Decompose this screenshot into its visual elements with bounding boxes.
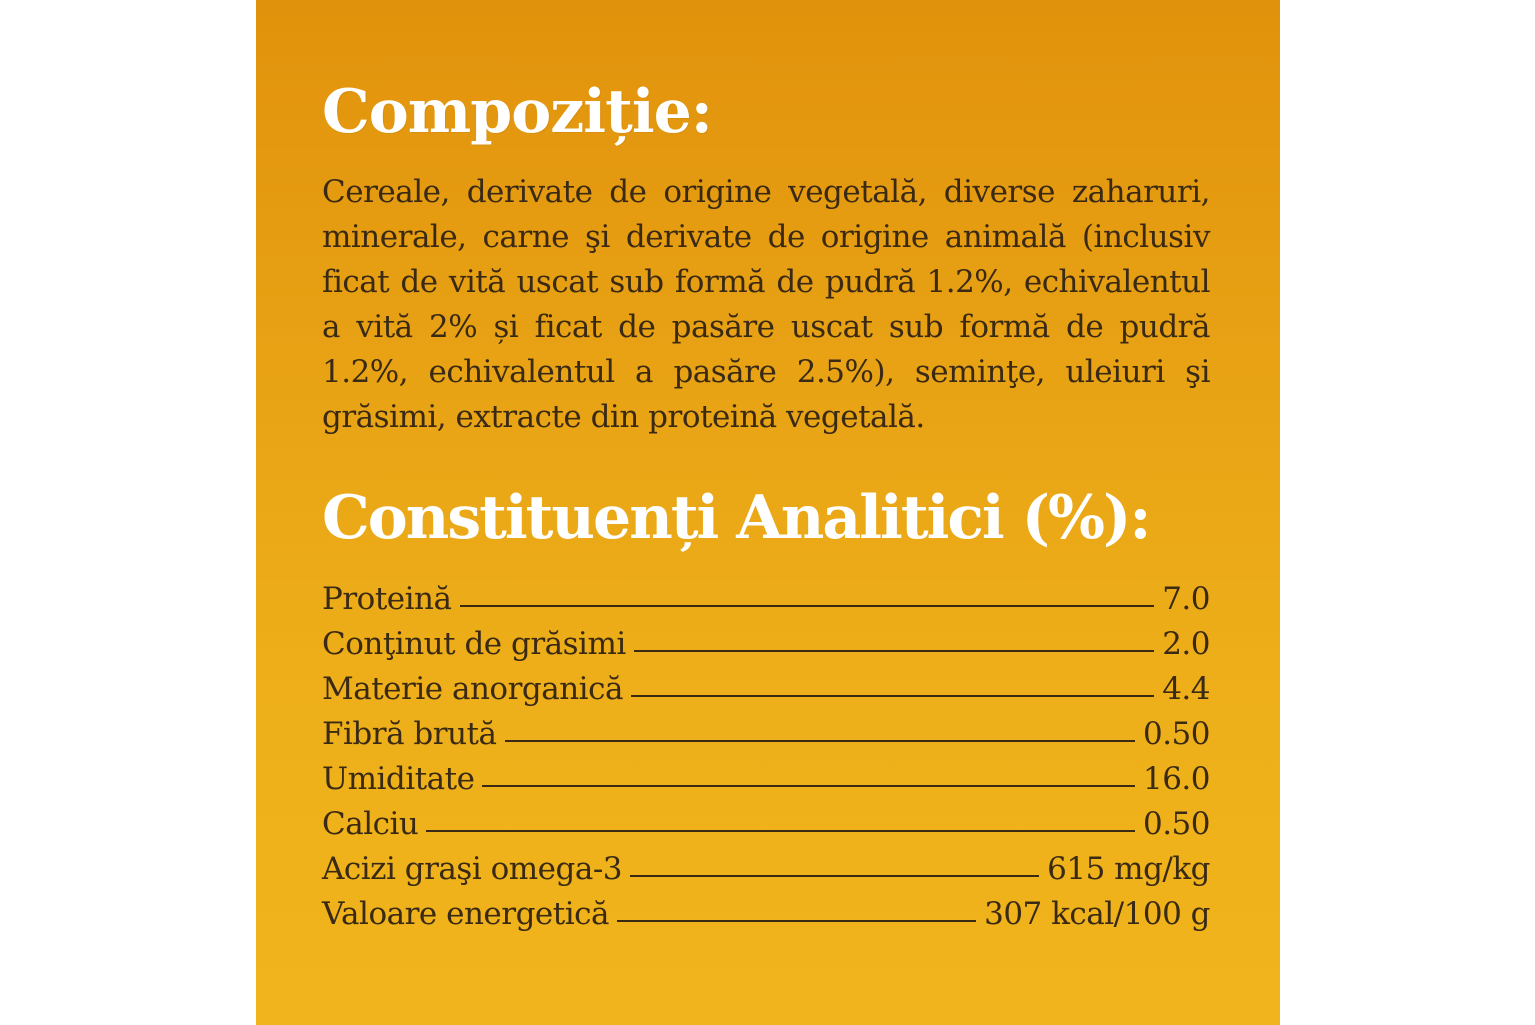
row-label: Acizi graşi omega-3 bbox=[322, 851, 623, 887]
row-value: 307 kcal/100 g bbox=[984, 896, 1210, 932]
label-content bbox=[322, 70, 1210, 932]
table-row bbox=[322, 617, 1210, 662]
row-value: 7.0 bbox=[1162, 581, 1210, 617]
row-value: 16.0 bbox=[1142, 761, 1210, 797]
row-label: Calciu bbox=[322, 806, 419, 842]
table-row bbox=[322, 707, 1210, 752]
row-leader-line bbox=[482, 785, 1135, 787]
row-label: Conţinut de grăsimi bbox=[322, 626, 626, 662]
row-value: 0.50 bbox=[1142, 716, 1210, 752]
section-spacer bbox=[322, 440, 1210, 476]
table-row bbox=[322, 887, 1210, 932]
table-row bbox=[322, 842, 1210, 887]
row-leader-line bbox=[505, 740, 1135, 742]
label-panel bbox=[256, 0, 1280, 1025]
composition-text: Cereale, derivate de origine vegetală, diverse zaharuri, minerale, carne şi derivate de origine animală (inclusiv ficat de vită uscat sub formă de pudră 1.2%, echivalentul a vită 2% și ficat de pasăre uscat sub formă de pudră 1.2%, echivalentul a pasăre 2.5%), seminţe, uleiuri şi grăsimi, extracte din proteină vegetală. bbox=[322, 174, 1210, 435]
table-row bbox=[322, 752, 1210, 797]
row-leader-line bbox=[630, 875, 1039, 877]
analytical-title: Constituenți Analitici (%): bbox=[322, 483, 1150, 553]
row-leader-line bbox=[617, 920, 976, 922]
row-value: 0.50 bbox=[1142, 806, 1210, 842]
row-value: 615 mg/kg bbox=[1047, 851, 1210, 887]
row-leader-line bbox=[631, 695, 1154, 697]
row-label: Valoare energetică bbox=[322, 896, 609, 932]
composition-title: Compoziție: bbox=[322, 77, 712, 147]
row-label: Proteină bbox=[322, 581, 452, 617]
table-row bbox=[322, 662, 1210, 707]
row-label: Umiditate bbox=[322, 761, 475, 797]
row-value: 4.4 bbox=[1162, 671, 1210, 707]
row-label: Fibră brută bbox=[322, 716, 497, 752]
analytical-table bbox=[322, 572, 1210, 932]
table-row bbox=[322, 572, 1210, 617]
row-leader-line bbox=[426, 830, 1135, 832]
row-leader-line bbox=[634, 650, 1154, 652]
row-value: 2.0 bbox=[1162, 626, 1210, 662]
row-label: Materie anorganică bbox=[322, 671, 623, 707]
row-leader-line bbox=[460, 605, 1155, 607]
table-row bbox=[322, 797, 1210, 842]
